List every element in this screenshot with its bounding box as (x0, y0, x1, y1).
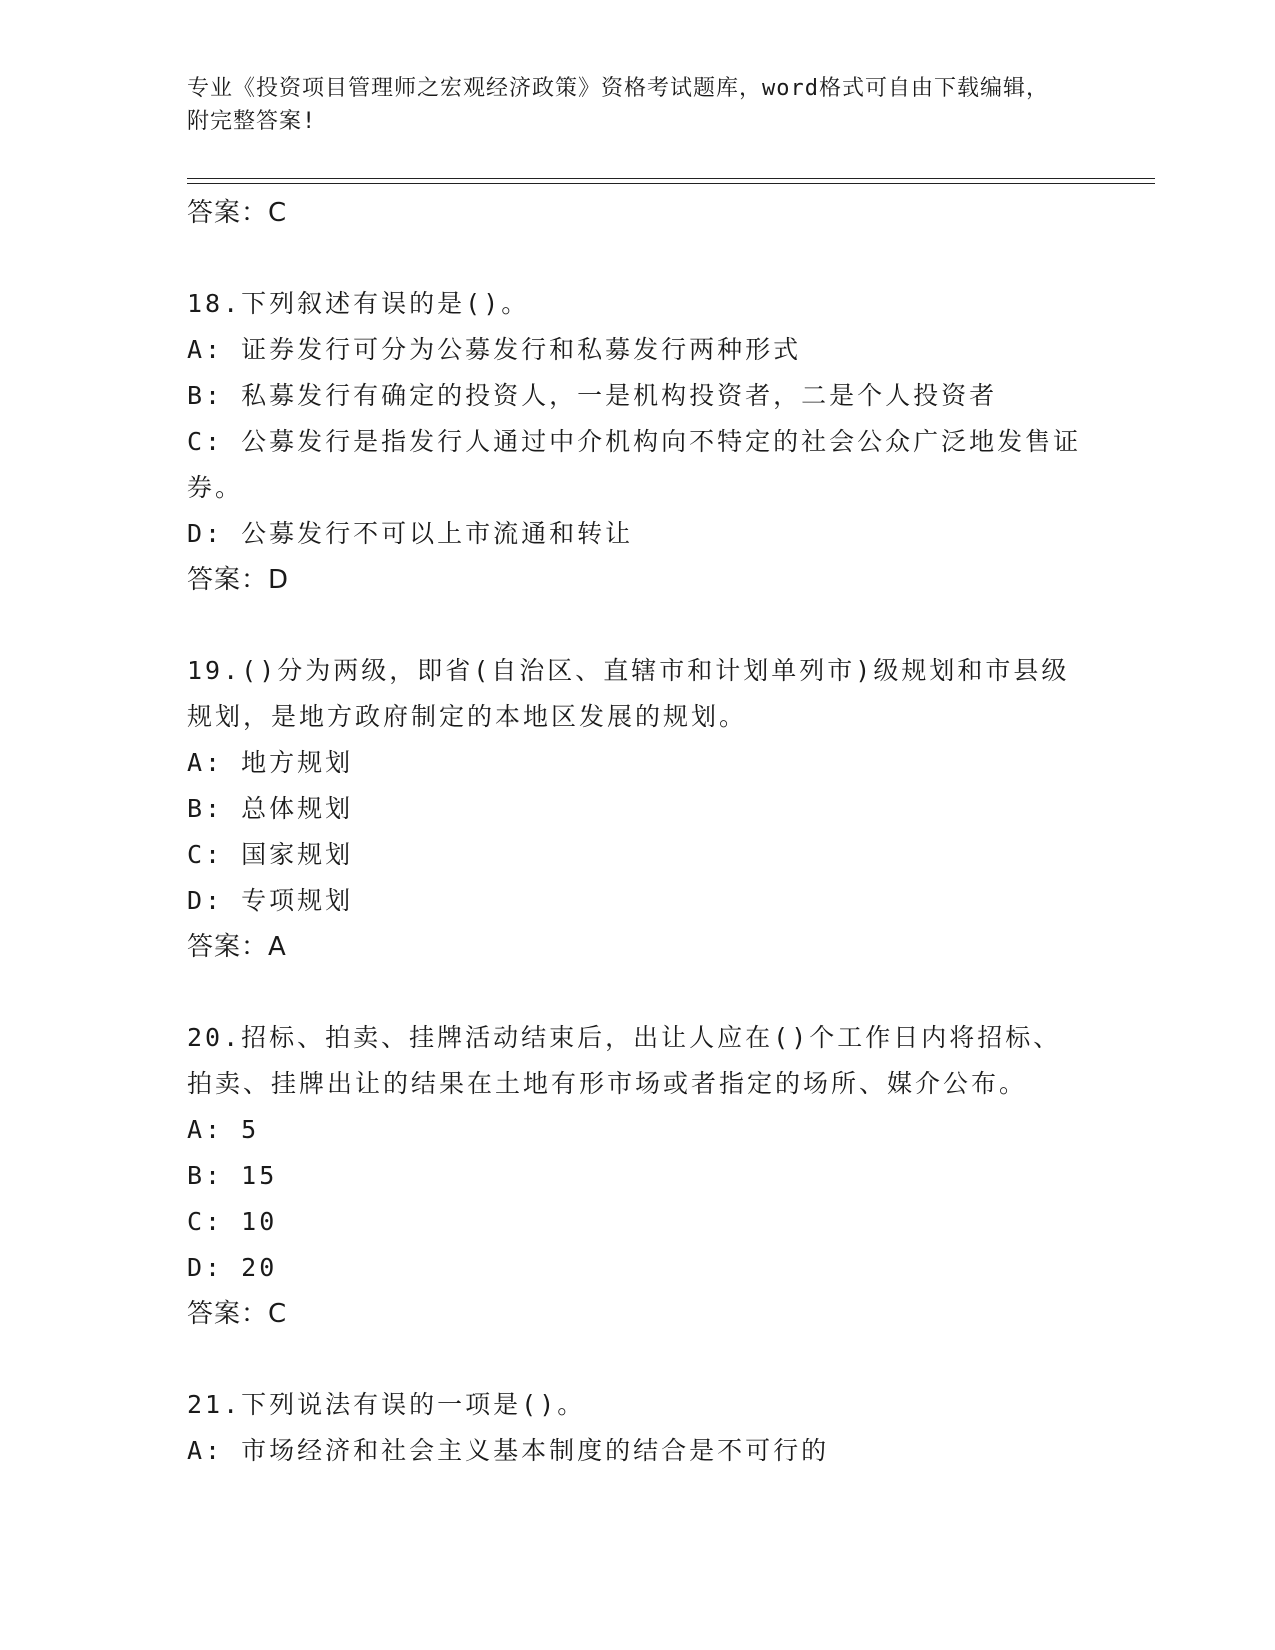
document-header: 专业《投资项目管理师之宏观经济政策》资格考试题库，word格式可自由下载编辑，附完整答案! (187, 76, 1049, 134)
answer-line: 答案：C (187, 1299, 288, 1329)
answer-line: 答案：D (187, 565, 290, 595)
option-a: A: 地方规划 (187, 748, 354, 777)
answer-line: 答案：A (187, 932, 287, 962)
question-stem: 20.招标、拍卖、挂牌活动结束后，出让人应在()个工作日内将招标、拍卖、挂牌出让的结果在土地有形市场或者指定的场所、媒介公布。 (187, 1023, 1062, 1098)
option-b: B: 私募发行有确定的投资人，一是机构投资者，二是个人投资者 (187, 381, 998, 410)
question-19 (187, 648, 1087, 970)
option-a: A: 市场经济和社会主义基本制度的结合是不可行的 (187, 1436, 830, 1465)
question-stem: 21.下列说法有误的一项是()。 (187, 1390, 586, 1419)
option-b: B: 总体规划 (187, 794, 354, 823)
header-divider-top (187, 178, 1155, 179)
header-divider-bottom (187, 183, 1155, 184)
question-stem: 19.()分为两级，即省(自治区、直辖市和计划单列市)级规划和市县级规划，是地方政府制定的本地区发展的规划。 (187, 656, 1070, 731)
option-c: C: 国家规划 (187, 840, 354, 869)
option-c: C: 公募发行是指发行人通过中介机构向不特定的社会公众广泛地发售证券。 (187, 427, 1082, 502)
question-20 (187, 1015, 1087, 1337)
question-stem: 18.下列叙述有误的是()。 (187, 289, 530, 318)
question-list (187, 190, 1087, 1474)
option-a: A: 证券发行可分为公募发行和私募发行两种形式 (187, 335, 802, 364)
question-18 (187, 281, 1087, 603)
option-d: D: 20 (187, 1253, 278, 1282)
option-b: B: 15 (187, 1161, 278, 1190)
option-a: A: 5 (187, 1115, 260, 1144)
option-c: C: 10 (187, 1207, 278, 1236)
answer-line: 答案：C (187, 198, 288, 228)
question-21 (187, 1382, 1087, 1474)
option-d: D: 专项规划 (187, 886, 354, 915)
option-d: D: 公募发行不可以上市流通和转让 (187, 519, 634, 548)
